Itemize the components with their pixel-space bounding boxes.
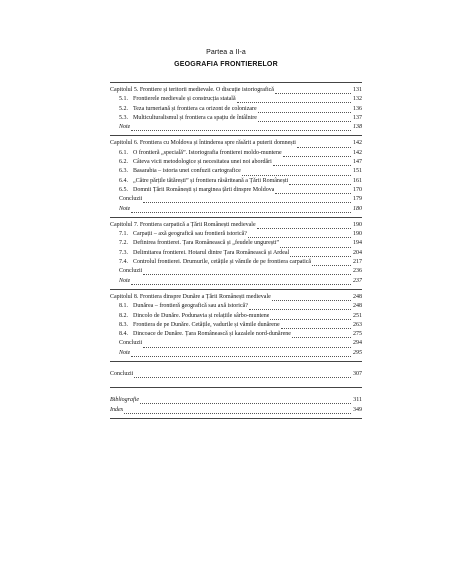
subchapter-number: 8.1. [119,303,128,310]
subchapter-title: Definirea frontierei. Țara Românească și „feudele ungurești” [133,240,280,247]
subchapter-entry[interactable] [110,230,362,239]
dot-leader [258,115,351,122]
page-number: 236 [353,268,362,275]
page-number: 275 [353,331,362,338]
dot-leader [275,87,351,94]
subchapter-entry[interactable] [110,95,362,104]
dot-leader [143,268,351,275]
subchapter-number: 8.4. [119,331,128,338]
subchapter-number: 5.2. [119,105,128,112]
page-number: 136 [353,105,362,112]
dot-leader [131,278,351,285]
page-number: 295 [353,349,362,356]
page-number: 180 [353,205,362,212]
subchapter-number: 5.3. [119,114,128,121]
bibliography-label: Bibliografie [110,397,139,404]
page-number: 147 [353,159,362,166]
subchapter-entry[interactable] [110,158,362,167]
conclusions-label: Concluzii [119,268,143,275]
notes-label: Note [119,349,131,356]
dot-leader [143,341,351,348]
page-number: 263 [353,321,362,328]
dot-leader [297,141,351,148]
subchapter-entry[interactable] [110,114,362,123]
conclusions-entry[interactable] [110,195,362,204]
subchapter-entry[interactable] [110,105,362,114]
page-number: 194 [353,240,362,247]
conclusions-entry[interactable] [110,370,362,379]
dot-leader [131,124,351,131]
back-matter [110,388,362,418]
page-number: 294 [353,340,362,347]
dot-leader [289,178,351,185]
chapter-7 [110,218,362,289]
subchapter-title: Dincolo de Dunăre. Podunavia și relațiile sârbo-muntene [133,312,270,319]
subchapter-title: Frontiera de pe Dunăre. Cetățile, vadurile și vămile dunărene [133,321,280,328]
subchapter-title: O frontieră „specială”. Istoriografia frontierei moldo-muntene [133,149,282,156]
table-of-contents [110,82,362,419]
conclusions-label: Concluzii [119,196,143,203]
chapter-heading[interactable] [110,139,362,148]
page-number: 204 [353,249,362,256]
section-title: GEOGRAFIA FRONTIERELOR [174,61,278,68]
page-number: 190 [353,221,362,228]
dot-leader [270,313,351,320]
subchapter-entry[interactable] [110,249,362,258]
page-number: 138 [353,124,362,131]
subchapter-title: Controlul frontierei. Drumurile, cetățile și vămile de pe frontiera carpatică [133,259,312,266]
subchapter-number: 7.4. [119,259,128,266]
subchapter-number: 5.1. [119,96,128,103]
dot-leader [312,259,351,266]
subchapter-title: Teza turneriană și frontiera ca orizont de colonizare [133,105,257,112]
conclusions-label: Concluzii [110,371,134,378]
subchapter-title: Domnii Țării Românești și marginea țării dinspre Moldova [133,186,275,193]
page-number: 217 [353,259,362,266]
dot-leader [249,303,351,310]
page-number: 307 [353,371,362,378]
subchapter-number: 6.2. [119,159,128,166]
page-number: 248 [353,293,362,300]
page-number: 142 [353,140,362,147]
subchapter-number: 8.2. [119,312,128,319]
subchapter-number: 7.2. [119,240,128,247]
page-number: 151 [353,168,362,175]
dot-leader [292,331,351,338]
subchapter-entry[interactable] [110,167,362,176]
subchapter-number: 6.1. [119,149,128,156]
notes-entry[interactable] [110,277,362,286]
dot-leader [290,250,351,257]
page-number: 237 [353,277,362,284]
index-entry[interactable] [110,406,362,415]
chapter-heading[interactable] [110,86,362,95]
part-title: Partea a II-a [206,49,246,56]
conclusions-entry[interactable] [110,339,362,348]
notes-entry[interactable] [110,123,362,132]
dot-leader [143,196,351,203]
chapter-heading[interactable] [110,293,362,302]
dot-leader [131,206,351,213]
subchapter-number: 6.3. [119,168,128,175]
subchapter-entry[interactable] [110,239,362,248]
page-number: 251 [353,312,362,319]
page-number: 131 [353,87,362,93]
subchapter-title: Dincoace de Dunăre. Țara Românească și kazalele nord-dunărene [133,331,291,338]
conclusions-entry[interactable] [110,267,362,276]
page-number: 170 [353,186,362,193]
index-label: Index [110,406,124,413]
dot-leader [242,169,351,176]
bibliography-entry[interactable] [110,396,362,405]
chapter-title: Capitolul 8. Frontiera dinspre Dunăre a Țării Românești medievale [110,293,271,300]
dot-leader [283,150,351,157]
subchapter-entry[interactable] [110,186,362,195]
dot-leader [281,322,351,329]
subchapter-title: „Către părțile tătărești” și frontiera răsăriteană a Țării Românești [133,177,289,184]
chapter-title: Capitolul 6. Frontiera cu Moldova și întinderea spre răsărit a puterii domnești [110,140,296,147]
notes-entry[interactable] [110,205,362,214]
dot-leader [248,231,351,238]
dot-leader [258,106,351,113]
dot-leader [272,294,351,301]
dot-leader [273,159,351,166]
notes-label: Note [119,124,131,131]
subchapter-entry[interactable] [110,177,362,186]
page-number: 137 [353,114,362,121]
page-number: 142 [353,149,362,156]
subchapter-title: Basarabia – istoria unei confuzii cartografice [133,168,241,175]
dot-leader [131,350,351,357]
page-number: 190 [353,231,362,238]
subchapter-title: Dunărea – frontieră geografică sau axă istorică? [133,303,248,310]
notes-label: Note [119,277,131,284]
chapter-title: Capitolul 7. Frontiera carpatică a Țării Românești medievale [110,221,256,228]
subchapter-title: Delimitarea frontierei. Hotarul dintre Țara Românească și Ardeal [133,249,290,256]
subchapter-entry[interactable] [110,330,362,339]
subchapter-entry[interactable] [110,321,362,330]
chapter-5 [110,83,362,135]
subchapter-entry[interactable] [110,149,362,158]
subchapter-number: 6.4. [119,177,128,184]
subchapter-title: Carpații – axă geografică sau frontieră istorică? [133,231,247,238]
divider [110,418,362,419]
dot-leader [257,222,351,229]
subchapter-entry[interactable] [110,312,362,321]
dot-leader [140,397,351,404]
page-number: 161 [353,177,362,184]
subchapter-title: Frontierele medievale și construcția statală [133,96,236,103]
dot-leader [124,407,351,414]
page-number: 179 [353,196,362,203]
dot-leader [134,371,351,378]
page-number: 132 [353,96,362,103]
conclusions-label: Concluzii [119,340,143,347]
dot-leader [237,96,351,103]
subchapter-number: 6.5. [119,186,128,193]
page-number: 248 [353,303,362,310]
page-number: 311 [353,397,362,404]
subchapter-number: 7.1. [119,231,128,238]
final-conclusions [110,362,362,387]
page-number: 349 [353,406,362,413]
subchapter-title: Multiculturalismul și frontiera ca spațiu de întâlnire [133,114,257,121]
dot-leader [275,187,351,194]
subchapter-entry[interactable] [110,302,362,311]
dot-leader [280,241,351,248]
chapter-6 [110,136,362,216]
subchapter-number: 8.3. [119,321,128,328]
notes-entry[interactable] [110,349,362,358]
subchapter-title: Câteva vicii metodologice și necesitatea unei noi abordări [133,159,272,166]
chapter-title: Capitolul 5. Frontiere și teritorii medievale. O discuție istoriografică [110,87,274,93]
chapter-heading[interactable] [110,221,362,230]
subchapter-entry[interactable] [110,258,362,267]
chapter-8 [110,290,362,361]
notes-label: Note [119,205,131,212]
subchapter-number: 7.3. [119,249,128,256]
